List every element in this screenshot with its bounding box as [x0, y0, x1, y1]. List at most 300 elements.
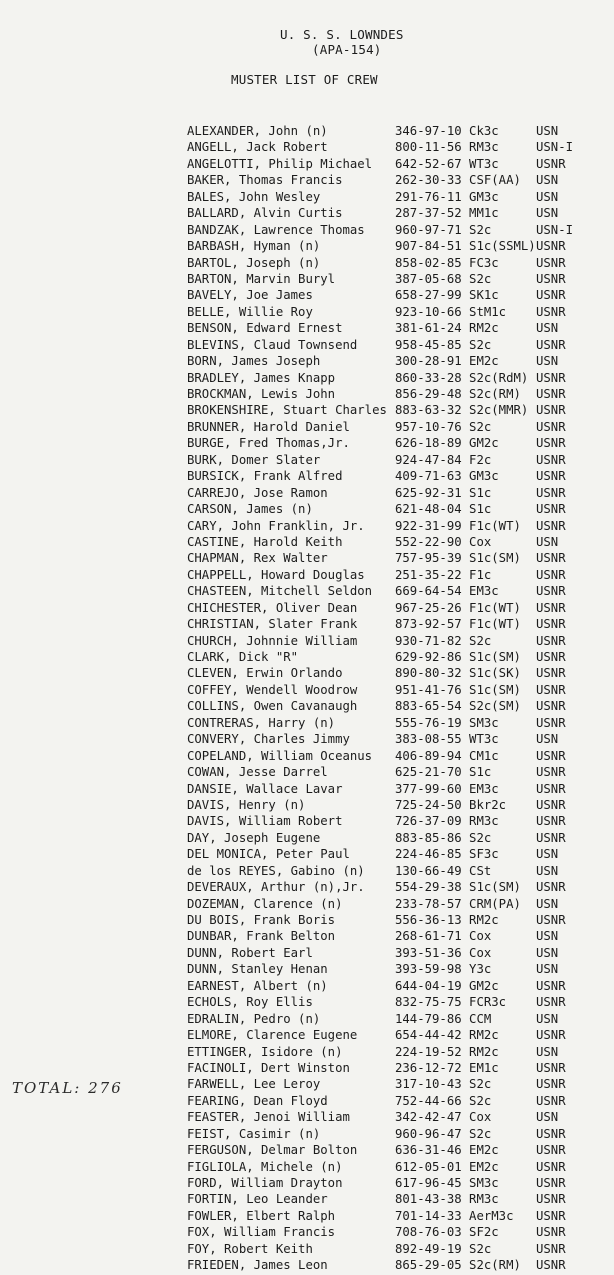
rate: RM2c [469, 1028, 499, 1043]
service-number: 617-96-45 [395, 1176, 462, 1190]
service-number: 224-46-85 [395, 847, 462, 862]
service-number-and-rate [395, 387, 521, 401]
rate: S2c [469, 830, 492, 845]
service-number-and-rate [395, 617, 521, 631]
service-number-and-rate [395, 1143, 499, 1157]
rate: S1c [469, 502, 492, 517]
service-number-and-rate [395, 798, 506, 812]
service-number: 130-66-49 [395, 863, 462, 878]
branch: USNR [536, 666, 566, 681]
document-title: MUSTER LIST OF CREW [231, 72, 378, 87]
rate: RM2c [469, 321, 499, 336]
service-number: 752-44-66 [395, 1093, 462, 1108]
branch: USNR [536, 682, 566, 697]
rate: GM3c [469, 189, 499, 204]
branch: USNR [536, 1093, 566, 1108]
crew-name: BARTOL, Joseph (n) [187, 255, 321, 270]
crew-name: BRADLEY, James Knapp [187, 370, 336, 385]
crew-row [0, 502, 614, 518]
service-number: 554-29-38 [395, 880, 462, 895]
crew-row [0, 601, 614, 617]
crew-row [0, 929, 614, 945]
service-number-and-rate [395, 650, 521, 664]
crew-name: FORD, William Drayton [187, 1176, 343, 1190]
rate: S2c [469, 1077, 492, 1092]
rate: S2c [469, 271, 492, 286]
crew-row [0, 699, 614, 715]
branch: USN [536, 354, 559, 369]
branch: USN-I [536, 222, 574, 237]
service-number: 951-41-76 [395, 682, 462, 697]
branch: USNR [536, 370, 566, 385]
crew-row [0, 173, 614, 189]
service-number: 612-05-01 [395, 1159, 462, 1174]
service-number: 907-84-51 [395, 239, 462, 254]
crew-row [0, 124, 614, 140]
branch: USNR [536, 650, 566, 664]
branch: USNR [536, 419, 566, 434]
service-number-and-rate [395, 1176, 499, 1190]
crew-row [0, 1110, 614, 1126]
crew-name: FORTIN, Leo Leander [187, 1192, 328, 1207]
service-number-and-rate [395, 551, 521, 565]
crew-row [0, 1242, 614, 1258]
service-number: 883-65-54 [395, 699, 462, 714]
service-number: 958-45-85 [395, 337, 462, 352]
branch: USNR [536, 436, 566, 451]
crew-row [0, 1127, 614, 1143]
rate: S1c(SSML) [469, 239, 536, 254]
rate: S2c(RM) [469, 1258, 521, 1273]
branch: USNR [536, 304, 566, 319]
rate: S2c [469, 419, 492, 434]
service-number: 393-59-98 [395, 962, 462, 977]
service-number-and-rate [395, 223, 491, 237]
branch: USNR [536, 387, 566, 401]
service-number: 922-31-99 [395, 518, 462, 533]
crew-name: BLEVINS, Claud Townsend [187, 337, 358, 352]
crew-name: CONTRERAS, Harry (n) [187, 715, 336, 730]
crew-name: CHAPPELL, Howard Douglas [187, 567, 365, 582]
branch: USNR [536, 584, 566, 599]
crew-name: CHAPMAN, Rex Walter [187, 551, 328, 566]
crew-row [0, 338, 614, 354]
service-number: 801-43-38 [395, 1192, 462, 1207]
crew-row [0, 436, 614, 452]
crew-row [0, 486, 614, 502]
crew-name: ANGELOTTI, Philip Michael [187, 156, 373, 171]
branch: USNR [536, 337, 566, 352]
service-number-and-rate [395, 634, 491, 648]
rate: F1c(WT) [469, 600, 521, 615]
branch: USNR [536, 995, 566, 1010]
crew-name: BALES, John Wesley [187, 189, 321, 204]
service-number: 726-37-09 [395, 814, 462, 829]
crew-name: DUNBAR, Frank Belton [187, 929, 336, 944]
rate: RM2c [469, 913, 499, 927]
rate: S2c [469, 633, 492, 648]
branch: USNR [536, 271, 566, 286]
crew-row [0, 798, 614, 814]
rate: GM2c [469, 436, 499, 451]
branch: USN [536, 962, 559, 977]
branch: USNR [536, 1143, 566, 1158]
crew-name: BORN, James Joseph [187, 354, 321, 369]
rate: CSt [469, 863, 492, 878]
crew-name: BELLE, Willie Roy [187, 304, 313, 319]
crew-row [0, 519, 614, 535]
service-number-and-rate [395, 1127, 491, 1141]
crew-name: de los REYES, Gabino (n) [187, 863, 365, 878]
service-number-and-rate [395, 880, 521, 894]
service-number: 858-02-85 [395, 255, 462, 270]
crew-row [0, 1045, 614, 1061]
service-number-and-rate [395, 864, 491, 878]
service-number-and-rate [395, 946, 491, 960]
branch: USNR [536, 1258, 566, 1273]
service-number: 262-30-33 [395, 173, 462, 188]
branch: USNR [536, 1225, 566, 1240]
crew-row [0, 650, 614, 666]
crew-row [0, 1176, 614, 1192]
service-number: 409-71-63 [395, 469, 462, 484]
service-number: 883-85-86 [395, 830, 462, 845]
handwritten-total: TOTAL: 276 [12, 1079, 123, 1097]
service-number: 669-64-54 [395, 584, 462, 599]
crew-row [0, 223, 614, 239]
service-number-and-rate [395, 535, 491, 549]
service-number-and-rate [395, 897, 521, 911]
service-number-and-rate [395, 1209, 513, 1223]
rate: S2c [469, 1126, 492, 1141]
branch: USNR [536, 1126, 566, 1141]
crew-row [0, 535, 614, 551]
service-number-and-rate [395, 699, 521, 713]
crew-row [0, 1160, 614, 1176]
service-number: 621-48-04 [395, 502, 462, 517]
service-number-and-rate [395, 1094, 491, 1108]
crew-name: EARNEST, Albert (n) [187, 978, 328, 993]
service-number: 236-12-72 [395, 1060, 462, 1075]
branch: USN [536, 945, 559, 960]
service-number: 800-11-56 [395, 140, 462, 155]
branch: USN [536, 929, 559, 944]
ship-name: U. S. S. LOWNDES [280, 27, 404, 42]
rate: EM3c [469, 584, 499, 599]
rate: GM2c [469, 978, 499, 993]
branch: USN [536, 1110, 559, 1125]
crew-name: FACINOLI, Dert Winston [187, 1060, 350, 1075]
branch: USNR [536, 452, 566, 467]
service-number-and-rate [395, 683, 521, 697]
crew-row [0, 946, 614, 962]
service-number-and-rate [395, 929, 491, 943]
branch: USNR [536, 978, 566, 993]
rate: SK1c [469, 288, 499, 303]
crew-row [0, 288, 614, 304]
crew-name: FOY, Robert Keith [187, 1241, 313, 1256]
service-number-and-rate [395, 1077, 491, 1091]
branch: USNR [536, 880, 566, 895]
service-number: 393-51-36 [395, 945, 462, 960]
branch: USN [536, 732, 559, 747]
crew-row [0, 272, 614, 288]
service-number: 233-78-57 [395, 896, 462, 911]
service-number: 268-61-71 [395, 929, 462, 944]
service-number-and-rate [395, 157, 499, 171]
branch: USNR [536, 403, 566, 418]
service-number-and-rate [395, 995, 506, 1009]
crew-row [0, 371, 614, 387]
service-number-and-rate [395, 782, 499, 796]
service-number-and-rate [395, 913, 499, 927]
branch: USN [536, 206, 559, 221]
service-number-and-rate [395, 173, 521, 187]
branch: USNR [536, 1028, 566, 1043]
crew-row [0, 1225, 614, 1241]
service-number: 860-33-28 [395, 370, 462, 385]
rate: F1c(WT) [469, 617, 521, 632]
crew-row [0, 420, 614, 436]
service-number-and-rate [395, 979, 499, 993]
rate: SM3c [469, 1176, 499, 1190]
branch: USN [536, 173, 559, 188]
rate: EM2c [469, 1159, 499, 1174]
branch: USN [536, 189, 559, 204]
rate: EM2c [469, 354, 499, 369]
branch: USNR [536, 830, 566, 845]
crew-name: BROKENSHIRE, Stuart Charles [187, 403, 387, 418]
rate: RM3c [469, 814, 499, 829]
crew-row [0, 617, 614, 633]
rate: CSF(AA) [469, 173, 521, 188]
crew-row [0, 568, 614, 584]
branch: USNR [536, 699, 566, 714]
crew-name: BALLARD, Alvin Curtis [187, 206, 343, 221]
crew-row [0, 453, 614, 469]
crew-row [0, 913, 614, 929]
service-number-and-rate [395, 453, 491, 467]
service-number: 658-27-99 [395, 288, 462, 303]
crew-row [0, 1028, 614, 1044]
branch: USNR [536, 551, 566, 566]
crew-name: BANDZAK, Lawrence Thomas [187, 222, 365, 237]
rate: S1c(SM) [469, 650, 521, 664]
branch: USNR [536, 600, 566, 615]
service-number: 957-10-76 [395, 419, 462, 434]
crew-name: CLARK, Dick "R" [187, 650, 299, 664]
rate: AerM3c [469, 1208, 514, 1223]
crew-row [0, 387, 614, 403]
service-number: 383-08-55 [395, 732, 462, 747]
crew-name: COWAN, Jesse Darrel [187, 765, 328, 780]
crew-name: CONVERY, Charles Jimmy [187, 732, 350, 747]
rate: Ck3c [469, 124, 499, 138]
crew-name: FARWELL, Lee Leroy [187, 1077, 321, 1092]
rate: F1c(WT) [469, 518, 521, 533]
service-number-and-rate [395, 371, 528, 385]
crew-row [0, 403, 614, 419]
crew-name: DOZEMAN, Clarence (n) [187, 896, 343, 911]
branch: USN [536, 124, 559, 138]
service-number: 865-29-05 [395, 1258, 462, 1273]
service-number: 224-19-52 [395, 1044, 462, 1059]
service-number: 654-44-42 [395, 1028, 462, 1043]
crew-row [0, 683, 614, 699]
crew-row [0, 732, 614, 748]
service-number: 644-04-19 [395, 978, 462, 993]
service-number: 873-92-57 [395, 617, 462, 632]
crew-row [0, 962, 614, 978]
crew-name: DANSIE, Wallace Lavar [187, 781, 343, 796]
crew-name: CARREJO, Jose Ramon [187, 485, 328, 500]
crew-row [0, 1061, 614, 1077]
branch: USNR [536, 748, 566, 763]
service-number-and-rate [395, 749, 499, 763]
crew-row [0, 765, 614, 781]
service-number-and-rate [395, 601, 521, 615]
service-number: 626-18-89 [395, 436, 462, 451]
service-number-and-rate [395, 469, 499, 483]
service-number: 642-52-67 [395, 156, 462, 171]
branch: USN [536, 534, 559, 549]
crew-row [0, 256, 614, 272]
service-number-and-rate [395, 1110, 491, 1124]
crew-row [0, 584, 614, 600]
crew-row [0, 1209, 614, 1225]
service-number: 552-22-90 [395, 534, 462, 549]
crew-name: CARY, John Franklin, Jr. [187, 518, 365, 533]
rate: F2c [469, 452, 492, 467]
service-number: 892-49-19 [395, 1241, 462, 1256]
crew-name: DAVIS, William Robert [187, 814, 343, 829]
service-number: 556-36-13 [395, 913, 462, 927]
service-number-and-rate [395, 239, 536, 253]
rate: S2c [469, 337, 492, 352]
crew-name: BARBASH, Hyman (n) [187, 239, 321, 254]
branch: USNR [536, 1241, 566, 1256]
crew-name: CHICHESTER, Oliver Dean [187, 600, 358, 615]
service-number-and-rate [395, 1012, 491, 1026]
service-number: 377-99-60 [395, 781, 462, 796]
service-number: 251-35-22 [395, 567, 462, 582]
rate: S1c(SM) [469, 682, 521, 697]
service-number-and-rate [395, 486, 491, 500]
service-number: 890-80-32 [395, 666, 462, 681]
branch: USNR [536, 633, 566, 648]
crew-name: COLLINS, Owen Cavanaugh [187, 699, 358, 714]
rate: WT3c [469, 732, 499, 747]
rate: StM1c [469, 304, 507, 319]
crew-row [0, 634, 614, 650]
rate: SF2c [469, 1225, 499, 1240]
crew-row [0, 1012, 614, 1028]
branch: USN [536, 896, 559, 911]
crew-row [0, 206, 614, 222]
branch: USNR [536, 765, 566, 780]
crew-name: FEARING, Dean Floyd [187, 1093, 328, 1108]
rate: Cox [469, 1110, 492, 1125]
service-number: 636-31-46 [395, 1143, 462, 1158]
service-number: 342-42-47 [395, 1110, 462, 1125]
branch: USNR [536, 485, 566, 500]
service-number: 287-37-52 [395, 206, 462, 221]
rate: SM3c [469, 715, 499, 730]
crew-row [0, 814, 614, 830]
crew-row [0, 1192, 614, 1208]
crew-name: FRIEDEN, James Leon [187, 1258, 328, 1273]
branch: USNR [536, 255, 566, 270]
rate: Cox [469, 945, 492, 960]
service-number-and-rate [395, 1225, 499, 1239]
crew-name: FOX, William Francis [187, 1225, 336, 1240]
rate: F1c [469, 567, 492, 582]
crew-name: CHURCH, Johnnie William [187, 633, 358, 648]
service-number-and-rate [395, 1028, 499, 1042]
crew-name: EDRALIN, Pedro (n) [187, 1011, 321, 1026]
crew-name: ALEXANDER, John (n) [187, 124, 328, 138]
service-number: 291-76-11 [395, 189, 462, 204]
crew-row [0, 321, 614, 337]
crew-row [0, 140, 614, 156]
service-number: 924-47-84 [395, 452, 462, 467]
crew-row [0, 354, 614, 370]
rate: Bkr2c [469, 797, 507, 812]
branch: USN-I [536, 140, 574, 155]
service-number-and-rate [395, 502, 491, 516]
service-number-and-rate [395, 338, 491, 352]
branch: USNR [536, 502, 566, 517]
branch: USN [536, 847, 559, 862]
service-number-and-rate [395, 436, 499, 450]
crew-name: CARSON, James (n) [187, 502, 313, 517]
branch: USNR [536, 913, 566, 927]
rate: S2c [469, 1241, 492, 1256]
service-number: 960-96-47 [395, 1126, 462, 1141]
rate: S2c [469, 1093, 492, 1108]
crew-name: DAVIS, Henry (n) [187, 797, 306, 812]
branch: USNR [536, 567, 566, 582]
service-number-and-rate [395, 206, 499, 220]
crew-row [0, 979, 614, 995]
crew-name: DEL MONICA, Peter Paul [187, 847, 350, 862]
service-number-and-rate [395, 584, 499, 598]
crew-name: ANGELL, Jack Robert [187, 140, 328, 155]
branch: USNR [536, 1208, 566, 1223]
branch: USNR [536, 156, 566, 171]
service-number-and-rate [395, 1160, 499, 1174]
branch: USNR [536, 617, 566, 632]
rate: S2c(MMR) [469, 403, 529, 418]
service-number-and-rate [395, 272, 491, 286]
service-number-and-rate [395, 962, 491, 976]
crew-name: COPELAND, William Oceanus [187, 748, 373, 763]
branch: USNR [536, 1192, 566, 1207]
rate: S2c(RdM) [469, 370, 529, 385]
service-number-and-rate [395, 666, 521, 680]
service-number-and-rate [395, 765, 491, 779]
service-number: 629-92-86 [395, 650, 462, 664]
service-number-and-rate [395, 403, 528, 417]
crew-row [0, 1258, 614, 1274]
service-number: 757-95-39 [395, 551, 462, 566]
branch: USNR [536, 1159, 566, 1174]
crew-row [0, 157, 614, 173]
service-number-and-rate [395, 140, 499, 154]
rate: S2c(RM) [469, 387, 521, 401]
service-number: 832-75-75 [395, 995, 462, 1010]
crew-row [0, 666, 614, 682]
